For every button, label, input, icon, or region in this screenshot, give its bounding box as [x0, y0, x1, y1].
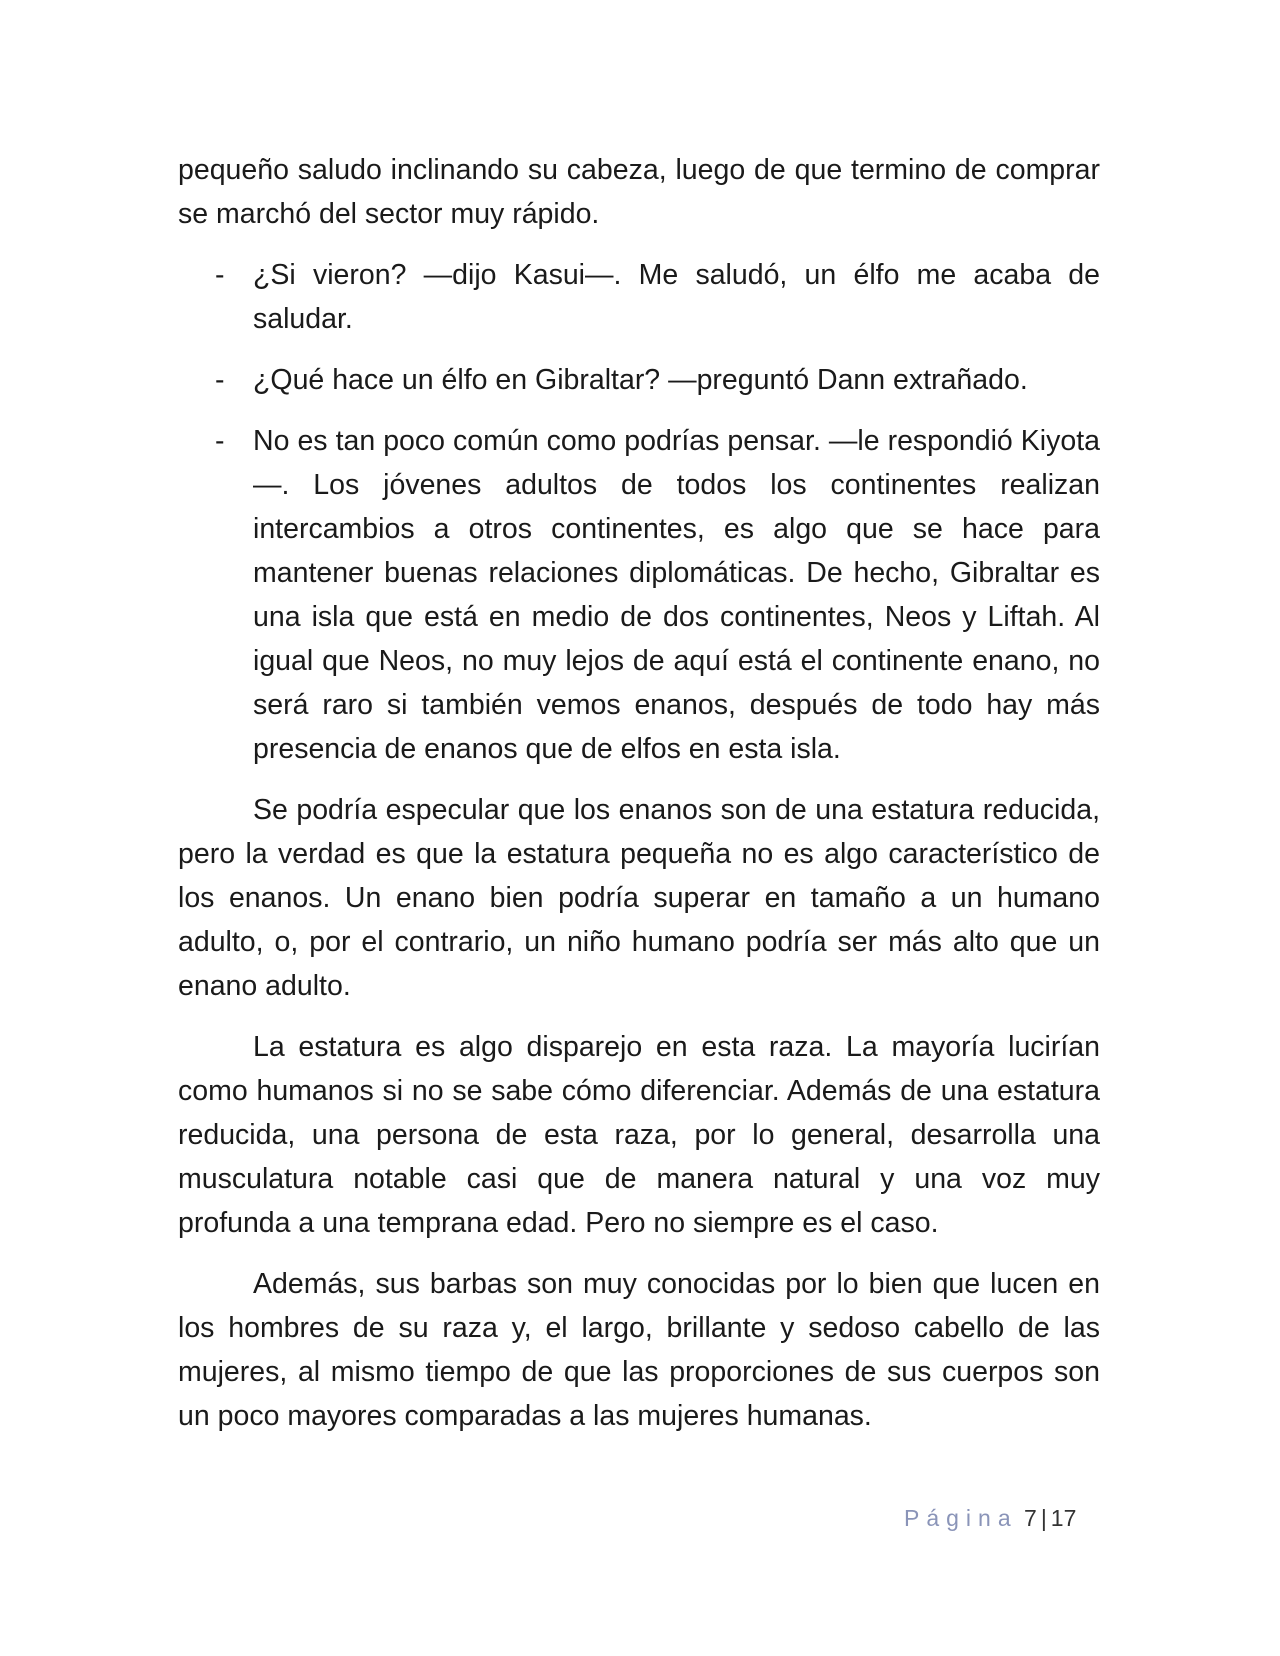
page-total: 17 — [1050, 1505, 1077, 1531]
dialogue-text: ¿Qué hace un élfo en Gibraltar? —preguntó Dann extrañado. — [253, 364, 1028, 396]
body-paragraph: La estatura es algo disparejo en esta raza. La mayoría lucirían como humanos si no se sabe cómo diferenciar. Además de una estatura reducida, una persona de esta raza, por lo general, desarrolla una musculatura notable casi que de manera natural y una voz muy profunda a una temprana edad. Pero no siempre es el caso. — [178, 1031, 1100, 1239]
dialogue-dash: - — [215, 364, 225, 396]
dialogue-line — [178, 419, 1100, 771]
page-footer — [904, 1502, 1076, 1534]
dialogue-line — [178, 253, 1100, 341]
dialogue-dash: - — [215, 425, 225, 457]
body-paragraph: Se podría especular que los enanos son de una estatura reducida, pero la verdad es que la estatura pequeña no es algo característico de los enanos. Un enano bien podría superar en tamaño a un humano adulto, o, por el contrario, un niño humano podría ser más alto que un enano adulto. — [178, 794, 1100, 1002]
opening-paragraph: pequeño saludo inclinando su cabeza, luego de que termino de comprar se marchó del sector muy rápido. — [178, 154, 1100, 230]
dialogue-line — [178, 358, 1100, 402]
page-body — [178, 148, 1100, 1455]
dialogue-dash: - — [215, 259, 225, 291]
dialogue-text: No es tan poco común como podrías pensar. —le respondió Kiyota—. Los jóvenes adultos de todos los continentes realizan intercambios a otros continentes, es algo que se hace para mantener buenas relaciones diplomáticas. De hecho, Gibraltar es una isla que está en medio de dos continentes, Neos y Liftah. Al igual que Neos, no muy lejos de aquí está el continente enano, no será raro si también vemos enanos, después de todo hay más presencia de enanos que de elfos en esta isla. — [253, 425, 1100, 765]
body-paragraph: Además, sus barbas son muy conocidas por lo bien que lucen en los hombres de su raza y, el largo, brillante y sedoso cabello de las mujeres, al mismo tiempo de que las proporciones de sus cuerpos son un poco mayores comparadas a las mujeres humanas. — [178, 1268, 1100, 1432]
page-separator: | — [1040, 1505, 1047, 1531]
page-number: 7 — [1024, 1505, 1037, 1531]
dialogue-text: ¿Si vieron? —dijo Kasui—. Me saludó, un élfo me acaba de saludar. — [253, 259, 1100, 335]
page-label: Página — [904, 1505, 1018, 1531]
